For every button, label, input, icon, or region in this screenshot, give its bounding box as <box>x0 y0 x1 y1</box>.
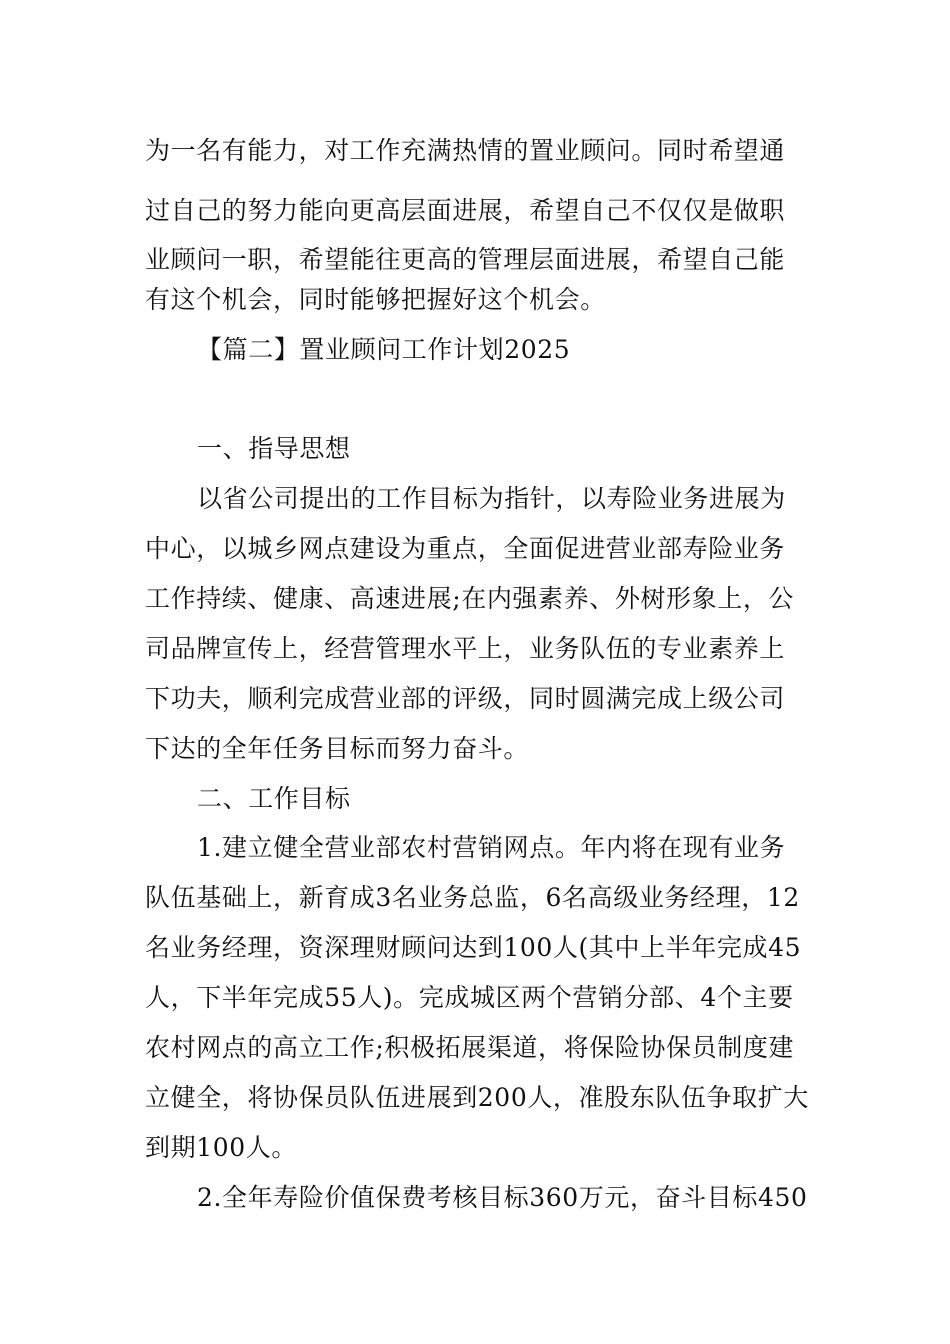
paragraph-line: 有这个机会，同时能够把握好这个机会。 <box>145 285 606 314</box>
paragraph-line: 队伍基础上，新育成3名业务总监，6名高级业务经理，12 <box>145 883 800 912</box>
paragraph-line: 名业务经理，资深理财顾问达到100人(其中上半年完成45 <box>145 933 802 962</box>
subsection-heading: 一、指导思想 <box>197 434 351 463</box>
paragraph-line: 司品牌宣传上，经营管理水平上，业务队伍的专业素养上 <box>145 634 786 663</box>
paragraph-line: 下功夫，顺利完成营业部的评级，同时圆满完成上级公司 <box>145 684 786 713</box>
paragraph-line: 以省公司提出的工作目标为指针，以寿险业务进展为 <box>197 484 786 513</box>
paragraph-line: 下达的全年任务目标而努力奋斗。 <box>145 734 530 763</box>
paragraph-line: 农村网点的高立工作;积极拓展渠道，将保险协保员制度建 <box>145 1033 795 1062</box>
paragraph-line: 1.建立健全营业部农村营销网点。年内将在现有业务 <box>197 833 786 862</box>
section-heading: 【篇二】置业顾问工作计划2025 <box>197 335 571 364</box>
paragraph-line: 工作持续、健康、高速进展;在内强素养、外树形象上，公 <box>145 584 795 613</box>
paragraph-line: 2.全年寿险价值保费考核目标360万元，奋斗目标450 <box>197 1183 808 1212</box>
paragraph-line: 业顾问一职，希望能往更高的管理层面进展，希望自己能 <box>145 245 786 274</box>
paragraph-line: 立健全，将协保员队伍进展到200人，准股东队伍争取扩大 <box>145 1083 809 1112</box>
paragraph-line: 人，下半年完成55人)。完成城区两个营销分部、4个主要 <box>145 983 794 1012</box>
paragraph-line: 中心，以城乡网点建设为重点，全面促进营业部寿险业务 <box>145 534 786 563</box>
paragraph-line: 到期100人。 <box>145 1133 297 1162</box>
paragraph-line: 为一名有能力，对工作充满热情的置业顾问。同时希望通 <box>145 136 786 165</box>
paragraph-line: 过自己的努力能向更高层面进展，希望自己不仅仅是做职 <box>145 196 786 225</box>
subsection-heading: 二、工作目标 <box>197 784 351 813</box>
